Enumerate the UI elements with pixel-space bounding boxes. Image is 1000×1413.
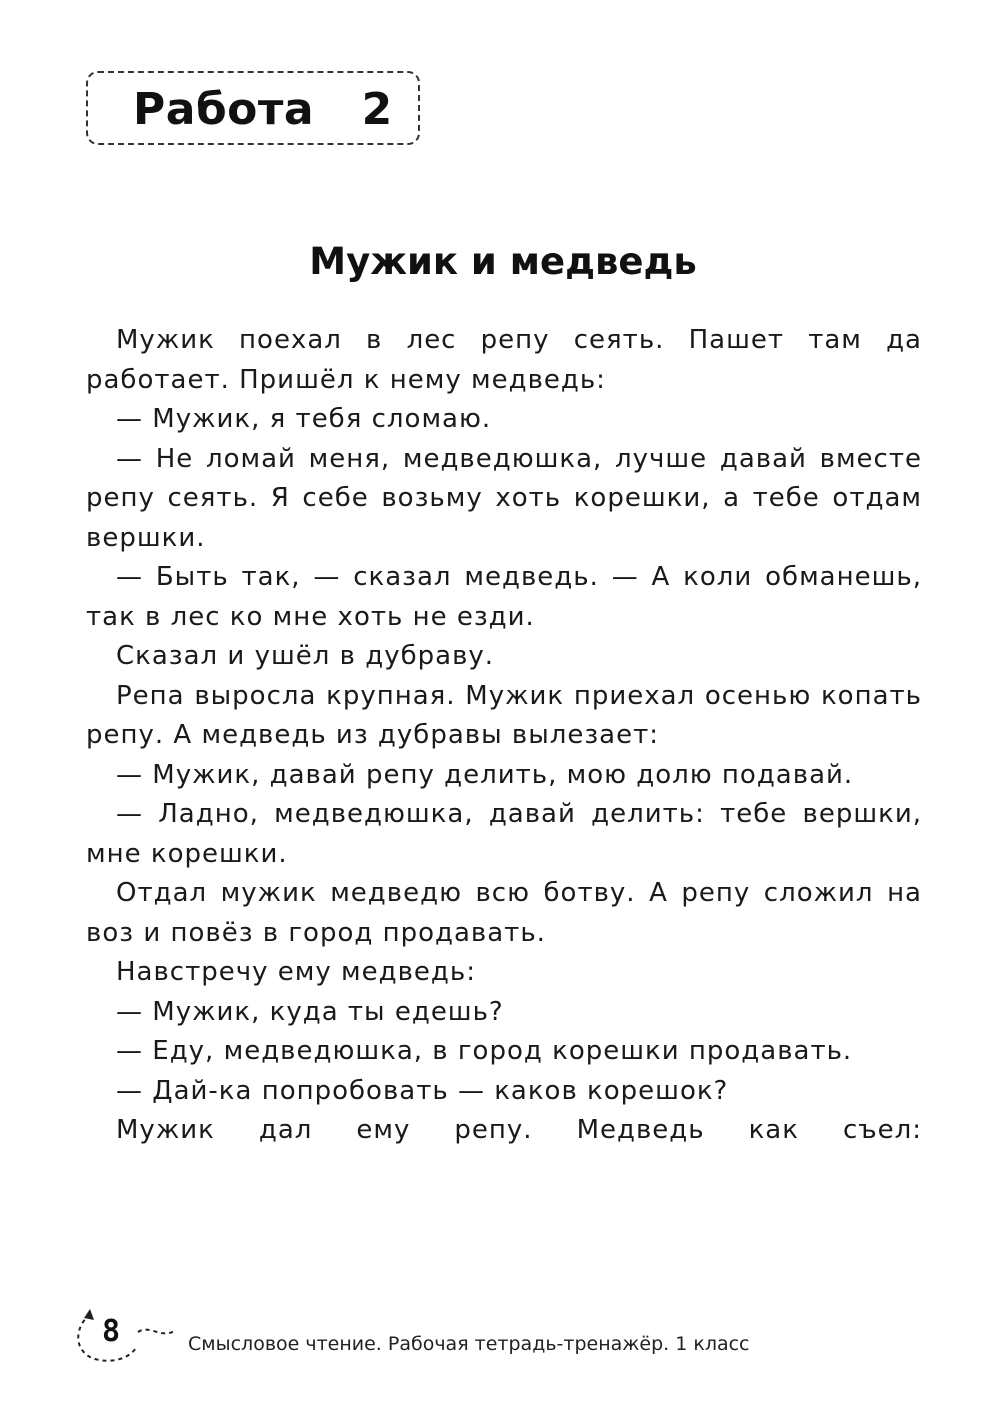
- page-number: 8: [101, 1314, 121, 1349]
- story-paragraph: — Быть так, — сказал медведь. — А коли обманешь, так в лес ко мне хоть не езди.: [86, 562, 922, 632]
- work-label: Работа: [133, 84, 315, 135]
- story-paragraph: — Не ломай меня, медведюшка, лучше давай вместе репу сеять. Я себе возьму хоть корешки, а тебе отдам вершки.: [86, 443, 922, 553]
- story-paragraph: — Дай-ка попробовать — каков корешок?: [116, 1075, 729, 1106]
- story-paragraph: Репа выросла крупная. Мужик приехал осенью копать репу. А медведь из дубравы вылезает:: [86, 680, 922, 750]
- story-paragraph: — Мужик, я тебя сломаю.: [116, 404, 492, 434]
- story-paragraph: Мужик поехал в лес репу сеять. Пашет там да работает. Пришёл к нему медведь:: [86, 325, 922, 395]
- story-paragraph: — Еду, медведюшка, в город корешки продавать.: [116, 1036, 853, 1066]
- story-text: [86, 321, 922, 1151]
- story-paragraph: Сказал и ушёл в дубраву.: [116, 641, 495, 671]
- page-arrow-icon: [72, 1300, 192, 1370]
- story-paragraph: Навстречу ему медведь:: [116, 957, 476, 987]
- story-title: Мужик и медведь: [309, 240, 697, 283]
- story-paragraph: — Мужик, куда ты едешь?: [116, 996, 504, 1027]
- story-paragraph: — Ладно, медведюшка, давай делить: тебе вершки, мне корешки.: [86, 799, 922, 869]
- work-title: [133, 82, 393, 138]
- story-paragraph: Отдал мужик медведю всю ботву. А репу сложил на воз и повёз в город продавать.: [86, 878, 922, 948]
- book-title: Смысловое чтение. Рабочая тетрадь-тренажёр. 1 класс: [188, 1333, 750, 1355]
- work-number: 2: [361, 84, 393, 135]
- story-paragraph: — Мужик, давай репу делить, мою долю подавай.: [116, 759, 854, 790]
- story-paragraph: Мужик дал ему репу. Медведь как съел:: [116, 1115, 922, 1145]
